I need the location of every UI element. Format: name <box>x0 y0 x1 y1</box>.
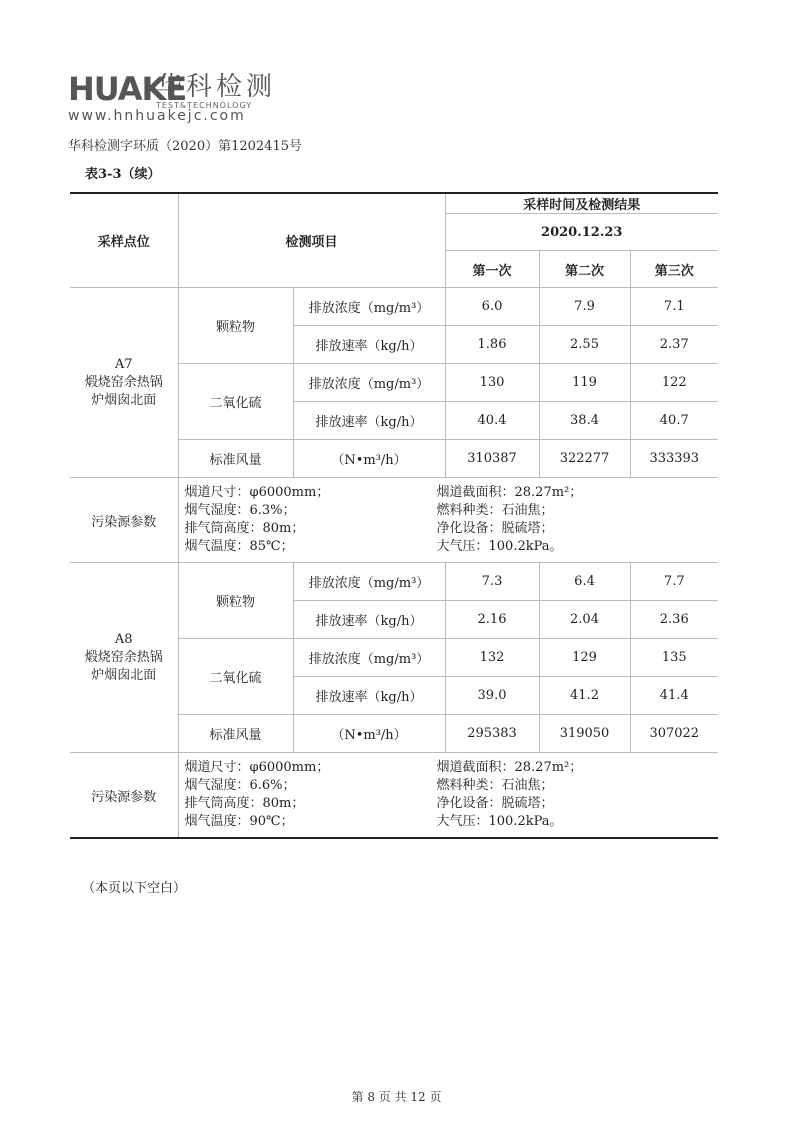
result-value: 119 <box>539 364 630 402</box>
result-value: 7.3 <box>445 563 539 601</box>
header-run-1: 第一次 <box>445 251 539 288</box>
params-row <box>70 478 718 563</box>
param-item: 烟道尺寸：φ6000mm； <box>184 760 330 775</box>
result-value: 135 <box>630 639 718 677</box>
table-row <box>70 288 718 326</box>
flow-unit: （N•m³/h） <box>293 715 445 753</box>
params-grid <box>185 484 713 556</box>
metric-label: 排放速率（kg/h） <box>293 601 445 639</box>
header-date: 2020.12.23 <box>445 214 718 251</box>
result-value: 41.4 <box>630 677 718 715</box>
param-item: 净化设备：脱硫塔； <box>436 521 554 536</box>
table-row <box>70 563 718 601</box>
site-name-cell <box>70 563 178 753</box>
params-cell <box>178 478 718 563</box>
metric-label: 排放速率（kg/h） <box>293 677 445 715</box>
param-item: 燃料种类：石油焦； <box>436 503 554 518</box>
metric-label: 排放浓度（mg/m³） <box>293 288 445 326</box>
site-name-line: 炉烟囱北面 <box>91 667 157 683</box>
result-value: 7.9 <box>539 288 630 326</box>
result-value: 38.4 <box>539 402 630 440</box>
result-value: 130 <box>445 364 539 402</box>
result-value: 40.4 <box>445 402 539 440</box>
metric-label: 排放浓度（mg/m³） <box>293 639 445 677</box>
param-item: 烟气湿度：6.6%； <box>184 778 296 793</box>
flow-value: 333393 <box>630 440 718 478</box>
metric-label: 排放速率（kg/h） <box>293 326 445 364</box>
metric-label: 排放速率（kg/h） <box>293 402 445 440</box>
document-number: 华科检测字环质（2020）第1202415号 <box>68 139 302 154</box>
header-item: 检测项目 <box>178 193 445 288</box>
flow-value: 319050 <box>539 715 630 753</box>
param-item: 大气压：100.2kPa。 <box>436 814 563 829</box>
result-value: 41.2 <box>539 677 630 715</box>
site-name-line: A8 <box>114 631 133 647</box>
pollutant-name: 二氧化硫 <box>178 364 293 440</box>
pollutant-name: 颗粒物 <box>178 288 293 364</box>
params-row <box>70 753 718 839</box>
site-name-line: A7 <box>114 356 133 372</box>
param-item: 烟气温度：85℃； <box>184 539 294 554</box>
result-value: 40.7 <box>630 402 718 440</box>
flow-unit: （N•m³/h） <box>293 440 445 478</box>
flow-value: 295383 <box>445 715 539 753</box>
param-item: 燃料种类：石油焦； <box>436 778 554 793</box>
website-url: www.hnhuakejc.com <box>68 108 246 124</box>
flow-label: 标准风量 <box>178 715 293 753</box>
result-value: 132 <box>445 639 539 677</box>
emission-results-table <box>70 192 718 839</box>
result-value: 2.16 <box>445 601 539 639</box>
header-results: 采样时间及检测结果 <box>445 193 718 214</box>
header-run-2: 第二次 <box>539 251 630 288</box>
param-item: 烟气温度：90℃； <box>184 814 294 829</box>
company-logo <box>68 72 308 132</box>
result-value: 7.1 <box>630 288 718 326</box>
params-grid <box>185 759 713 831</box>
result-value: 2.37 <box>630 326 718 364</box>
logo-chinese-name: 华科检测 <box>156 72 277 102</box>
site-name-line: 煅烧窑余热锅 <box>84 374 163 390</box>
params-cell <box>178 753 718 839</box>
params-label: 污染源参数 <box>70 753 178 839</box>
param-item: 烟气湿度：6.3%； <box>184 503 296 518</box>
param-item: 烟道截面积：28.27m²； <box>436 760 583 775</box>
table-title: 表3-3（续） <box>85 167 161 182</box>
result-value: 122 <box>630 364 718 402</box>
result-value: 1.86 <box>445 326 539 364</box>
header-run-3: 第三次 <box>630 251 718 288</box>
flow-label: 标准风量 <box>178 440 293 478</box>
param-item: 烟道尺寸：φ6000mm； <box>184 485 330 500</box>
result-value: 6.0 <box>445 288 539 326</box>
pollutant-name: 二氧化硫 <box>178 639 293 715</box>
page-footer: 第 8 页 共 12 页 <box>351 1090 442 1104</box>
header-row <box>70 193 718 214</box>
params-label: 污染源参数 <box>70 478 178 563</box>
blank-page-note: （本页以下空白） <box>82 881 187 896</box>
logo-subtitle: TEST&TECHNOLOGY <box>156 101 253 110</box>
flow-value: 310387 <box>445 440 539 478</box>
site-name-line: 煅烧窑余热锅 <box>84 649 163 665</box>
result-value: 2.04 <box>539 601 630 639</box>
result-value: 39.0 <box>445 677 539 715</box>
flow-value: 307022 <box>630 715 718 753</box>
result-value: 2.36 <box>630 601 718 639</box>
param-item: 大气压：100.2kPa。 <box>436 539 563 554</box>
result-value: 7.7 <box>630 563 718 601</box>
site-name-cell <box>70 288 178 478</box>
param-item: 烟道截面积：28.27m²； <box>436 485 583 500</box>
pollutant-name: 颗粒物 <box>178 563 293 639</box>
param-item: 净化设备：脱硫塔； <box>436 796 554 811</box>
header-site: 采样点位 <box>70 193 178 288</box>
flow-value: 322277 <box>539 440 630 478</box>
site-name-line: 炉烟囱北面 <box>91 392 157 408</box>
result-value: 129 <box>539 639 630 677</box>
metric-label: 排放浓度（mg/m³） <box>293 364 445 402</box>
table-body <box>70 193 718 838</box>
logo-wordmark: HUAKE <box>68 70 187 108</box>
result-value: 2.55 <box>539 326 630 364</box>
metric-label: 排放浓度（mg/m³） <box>293 563 445 601</box>
result-value: 6.4 <box>539 563 630 601</box>
param-item: 排气筒高度：80m； <box>184 796 305 811</box>
param-item: 排气筒高度：80m； <box>184 521 305 536</box>
